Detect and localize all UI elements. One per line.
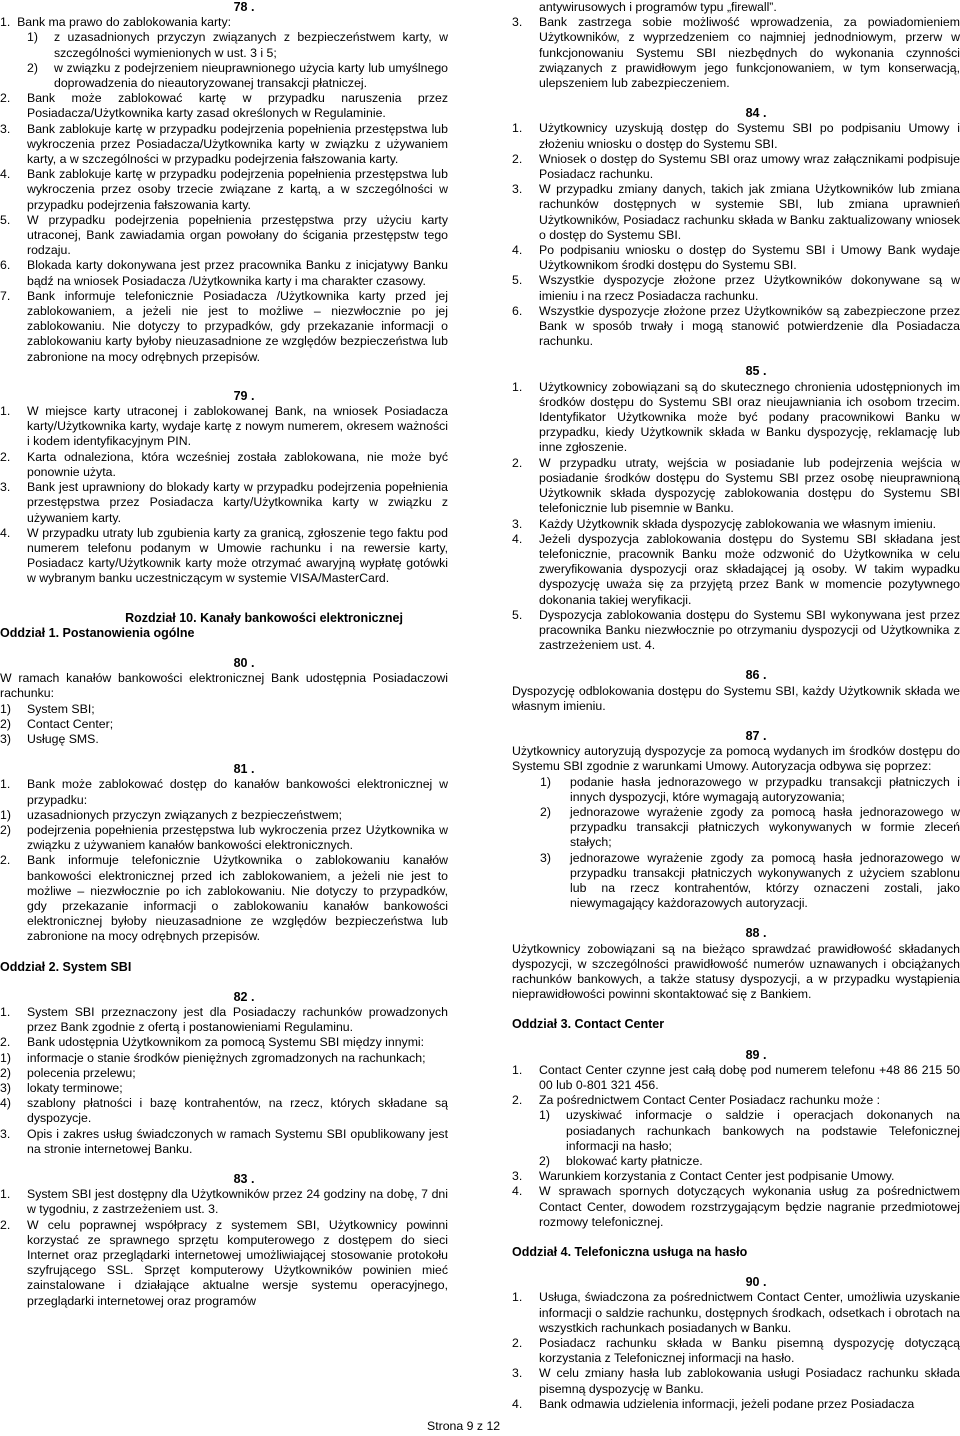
s82-p2d: 4) szablony płatności i bazę kontrahentów, na rzecz, których składane są dyspozycje. <box>0 1096 448 1126</box>
s79-p1: 1. W miejsce karty utraconej i zablokowanej Bank, na wniosek Posiadacza karty/Użytkownika karty, wydaje kartę z nowym numerem, okresem ważności i kodem identyfikacyjnym PIN. <box>0 404 448 449</box>
section-title-3: Oddział 3. Contact Center <box>512 1017 665 1032</box>
s89-p2: 2. Za pośrednictwem Contact Center Posiadacz rachunku może : <box>512 1093 881 1108</box>
s80-i1: 1) System SBI; <box>0 701 95 716</box>
s84-p2: 2. Wniosek o dostęp do Systemu SBI oraz umowy wraz załącznikami podpisuje Posiadacz rachunku. <box>512 151 960 182</box>
s85-p5: 5. Dyspozycja zablokowania dostępu do Systemu SBI wykonywana jest przez pracownika Banku niezwłocznie po otrzymaniu dyspozycji od Użytkownika z zastrzeżeniem ust. 4. <box>512 607 960 653</box>
s85-p4: 4. Jeżeli dyspozycja zablokowania dostępu do Systemu SBI składana jest telefonicznie, pracownik Banku może odzwonić do Użytkownika w celu zweryfikowania dyspozycji oraz składającej ją osoby. W takim wypadku dyspozycję uważa się za przyjętą przez Bank w momencie pozytywnego dokonania takiej weryfikacji. <box>512 531 960 607</box>
s78-p4: 4. Bank zablokuje kartę w przypadku podejrzenia popełnienia przestępstwa lub wykroczenia przez osoby trzecie związane z kartą, a w szczególności w przypadku podejrzenia fałszowania karty. <box>0 167 448 212</box>
s85-p1: 1. Użytkownicy zobowiązani są do skutecznego chronienia udostępnionych im środków dostępu do Systemu SBI oraz nieujawniania ich osobom trzecim. Identyfikator Użytkownika może być podany pracownikowi Banku w przypadku, kiedy Użytkownik składa w Banku dyspozycję, reklamację lub inne zgłoszenie. <box>512 379 960 455</box>
s87-i2: 2) jednorazowe wyrażenie zgody za pomocą hasła jednorazowego w przypadku transakcji płatniczych wykonywanych w formie zleceń stałych; <box>540 804 960 850</box>
s88-text: Użytkownicy zobowiązani są na bieżąco sprawdzać prawidłowość składanych dyspozycji, w szczególności prawidłowość numerów uznawanych i obciążanych rachunków bankowych, a także statusy dyspozycji, a w przypadku wystąpienia nieprawidłowości powinni skontaktować się z Bankiem. <box>512 941 960 1002</box>
s90-p3: 3. W celu zmiany hasła lub zablokowania usługi Posiadacz rachunku składa pisemną dyspozycję w Banku. <box>512 1366 960 1396</box>
s78-p1b: 2) w związku z podejrzeniem nieuprawnionego użycia karty lub umyślnego doprowadzenia do nieautoryzowanej transakcji płatniczej. <box>27 60 448 91</box>
s82-p2: 2. Bank udostępnia Użytkownikom za pomocą Systemu SBI między innymi: <box>0 1035 425 1050</box>
s82-p2b: 2) polecenia przelewu; <box>0 1065 136 1080</box>
s81-p2: 2. Bank informuje telefonicznie Użytkownika o zablokowaniu kanałów bankowości elektronicznej przed ich zablokowaniem, a jeżeli nie jest to możliwe – niezwłocznie po ich zablokowaniu. Nie dotyczy to przypadków, gdy przekazanie informacji o zablokowaniu kanałów bankowości elektronicznej byłoby nieuzasadnione ze względów bezpieczeństwa lub zabronione na mocy odrębnych przepisów. <box>0 853 448 944</box>
section-78-heading: 78 . <box>233 0 255 14</box>
section-82-heading: 82 . <box>233 989 255 1004</box>
s82-p3: 3. Opis i zakres usług świadczonych w ramach Systemu SBI opublikowany jest na stronie internetowej Banku. <box>0 1126 448 1156</box>
s84-p5: 5. Wszystkie dyspozycje złożone przez Użytkowników dokonywane są w imieniu i na rzecz Posiadacza rachunku. <box>512 273 960 303</box>
section-title-2: Oddział 2. System SBI <box>0 959 132 974</box>
s89-p3: 3. Warunkiem korzystania z Contact Center jest podpisanie Umowy. <box>512 1169 895 1184</box>
s81-p1b: 2) podejrzenia popełnienia przestępstwa lub wykroczenia przez Użytkownika w związku z używaniem kanałów bankowości elektronicznych. <box>0 822 448 853</box>
s82-p1: 1. System SBI przeznaczony jest dla Posiadaczy rachunków prowadzonych przez Bank zgodnie z ofertą i postanowieniami Regulaminu. <box>0 1004 448 1035</box>
s89-p2a: 1) uzyskiwać informacje o saldzie i operacjach dokonanych na posiadanych rachunkach bankowych na podstawie Telefonicznej informacji na hasło; <box>539 1108 960 1153</box>
s89-p4: 4. W sprawach spornych dotyczących wykonania usług za pośrednictwem Contact Center, dowodem rozstrzygającym będzie nagranie przedmiotowej rozmowy telefonicznej. <box>512 1184 960 1229</box>
s78-p5: 5. W przypadku podejrzenia popełnienia przestępstwa przy użyciu karty utraconej, Bank zawiadamia organ powołany do ścigania przestępstw tego rodzaju. <box>0 212 448 258</box>
s80-i3: 3) Usługę SMS. <box>0 731 99 746</box>
s89-p1: 1. Contact Center czynne jest całą dobę pod numerem telefonu +48 86 215 50 00 lub 0-801 321 456. <box>512 1062 960 1092</box>
right-column <box>512 0 960 1412</box>
s87-i1: 1) podanie hasła jednorazowego w przypadku transakcji płatniczych i innych dyspozycji, które wymagają autoryzowania; <box>540 774 960 804</box>
s78-p7: 7. Bank informuje telefonicznie Posiadacza /Użytkownika karty przed jej zablokowaniem, a jeżeli nie jest to możliwe – niezwłocznie po jej zablokowaniu. Nie dotyczy to przypadków, gdy przekazanie informacji o zablokowaniu karty byłoby nieuzasadnione ze względów bezpieczeństwa lub zabronione na mocy odrębnych przepisów. <box>0 288 448 364</box>
s84-p6: 6. Wszystkie dyspozycje złożone przez Użytkowników są zabezpieczone przez Bank w sposób trwały i mogą stanowić potwierdzenie dla Posiadacza rachunku. <box>512 303 960 349</box>
page-number: Strona 9 z 12 <box>427 1419 501 1433</box>
section-89-heading: 89 . <box>745 1047 767 1062</box>
section-81-heading: 81 . <box>233 762 255 777</box>
s79-p2: 2. Karta odnaleziona, która wcześniej została zablokowana, nie może być ponownie użyta. <box>0 449 448 479</box>
section-84-heading: 84 . <box>745 106 767 121</box>
section-87-heading: 87 . <box>745 728 767 743</box>
s84-p1: 1. Użytkownicy uzyskują dostęp do Systemu SBI po podpisaniu Umowy i złożeniu wniosku o dostęp do Systemu SBI. <box>512 121 960 151</box>
section-79-heading: 79 . <box>233 388 255 403</box>
s90-p1: 1. Usługa, świadczona za pośrednictwem Contact Center, umożliwia uzyskanie informacji o saldzie rachunku, dostępnych środkach, odsetkach i obrotach na wszystkich rachunkach posiadanych w Banku. <box>512 1290 960 1335</box>
s84-p4: 4. Po podpisaniu wniosku o dostęp do Systemu SBI i Umowy Bank wydaje Użytkownikom środki dostępu do Systemu SBI. <box>512 243 960 273</box>
s82-p2a: 1) informacje o stanie środków pieniężnych zgromadzonych na rachunkach; <box>0 1050 426 1065</box>
s85-p2: 2. W przypadku utraty, wejścia w posiadanie lub podejrzenia wejścia w posiadanie środków dostępu do Systemu SBI przez osobę nieuprawnioną Użytkownik składa dyspozycję zablokowania dostępu do Systemu SBI telefonicznie lub pisemnie w Banku. <box>512 455 960 516</box>
s78-p6: 6. Blokada karty dokonywana jest przez pracownika Banku z inicjatywy Banku bądź na wniosek Posiadacza /Użytkownika karty i ma charakter czasowy. <box>0 258 448 288</box>
section-88-heading: 88 . <box>745 926 767 941</box>
left-column <box>0 0 448 1309</box>
s80-intro: W ramach kanałów bankowości elektronicznej Bank udostępnia Posiadaczowi rachunku: <box>0 671 448 701</box>
s79-p3: 3. Bank jest uprawniony do blokady karty w przypadku podejrzenia popełnienia przestępstwa przez Posiadacza karty/Użytkownika karty w związku z używaniem karty. <box>0 480 448 525</box>
s80-i2: 2) Contact Center; <box>0 716 114 731</box>
s89-p2b: 2) blokować karty płatnicze. <box>539 1154 703 1169</box>
section-title-4: Oddział 4. Telefoniczna usługa na hasło <box>512 1245 748 1260</box>
s87-text: Użytkownicy autoryzują dyspozycje za pomocą wydanych im środków dostępu do Systemu SBI zgodnie z warunkami Umowy. Autoryzacja odbywa się poprzez: <box>512 744 960 774</box>
s81-p1a: 1) uzasadnionych przyczyn związanych z bezpieczeństwem; <box>0 807 343 822</box>
s81-p1: 1. Bank może zablokować dostęp do kanałów bankowości elektronicznej w przypadku: <box>0 777 448 807</box>
continued-text: antywirusowych i programów typu „firewall”. <box>539 0 777 14</box>
s87-i3: 3) jednorazowe wyrażenie zgody za pomocą hasła jednorazowego w przypadku transakcji płatniczych wykonywanych z użyciem szablonu lub na rzecz kontrahentów, którzy oznaczeni zostali, jako niewymagający każdorazowych autoryzacji. <box>540 850 960 911</box>
s83-p2: 2. W celu poprawnej współpracy z systemem SBI, Użytkownicy powinni korzystać ze sprawnego sprzętu komputerowego z dostępem do sieci Internet oraz przeglądarki internetowej umożliwiającej stosowanie protokołu szyfrującego SSL. Sprzęt komputerowy Użytkowników powinien mieć zainstalowane i działające aktualne wersje systemu operacyjnego, przeglądarki internetowej oraz programów <box>0 1217 448 1308</box>
s82-p2c: 3) lokaty terminowe; <box>0 1081 123 1095</box>
section-90-heading: 90 . <box>745 1275 767 1290</box>
s84-p3: 3. W przypadku zmiany danych, takich jak zmiana Użytkowników lub zmiana rachunków dostępnych w systemie SBI, lub zmiana uprawnień Użytkowników, Posiadacz rachunku składa w Banku zaktualizowany wniosek o dostęp do Systemu SBI. <box>512 182 960 242</box>
s90-p4: 4. Bank odmawia udzielenia informacji, jeżeli podane przez Posiadacza <box>512 1396 915 1411</box>
s85-p3: 3. Każdy Użytkownik składa dyspozycję zablokowania we własnym imieniu. <box>512 516 937 531</box>
s86-text: Dyspozycję odblokowania dostępu do Systemu SBI, każdy Użytkownik składa we własnym imieniu. <box>512 683 960 713</box>
s78-p2: 2. Bank może zablokować kartę w przypadku naruszenia przez Posiadacza/Użytkownika karty zasad określonych w Regulaminie. <box>0 91 448 121</box>
s90-p2: 2. Posiadacz rachunku składa w Banku pisemną dyspozycję dotyczącą korzystania z Telefonicznej informacji na hasło. <box>512 1336 960 1366</box>
section-86-heading: 86 . <box>745 668 767 683</box>
section-80-heading: 80 . <box>233 655 255 670</box>
s79-p4: 4. W przypadku utraty lub zgubienia karty za granicą, zgłoszenie tego faktu pod numerem telefonu podanym w Umowie rachunku i na rewersie karty, Posiadacz karty/Użytkownik karty może otrzymać awaryjną wypłatę gotówki w wybranym banku uczestniczącym w systemie VISA/MasterCard. <box>0 525 448 586</box>
s83-p1: 1. System SBI jest dostępny dla Użytkowników przez 24 godziny na dobę, 7 dni w tygodniu, z zastrzeżeniem ust. 3. <box>0 1187 448 1217</box>
s78-p3: 3. Bank zablokuje kartę w przypadku podejrzenia popełnienia przestępstwa lub wykroczenia przez Posiadacza/Użytkownika karty w związku z używaniem karty, a w szczególności w przypadku podejrzenia fałszowania karty. <box>0 121 448 167</box>
section-85-heading: 85 . <box>745 364 767 379</box>
section-title-1: Oddział 1. Postanowienia ogólne <box>0 625 195 640</box>
section-83-heading: 83 . <box>233 1172 255 1187</box>
s83-p3: 3. Bank zastrzega sobie możliwość wprowadzenia, za powiadomieniem Użytkowników, z wyprzedzeniem co najmniej jednodniowym, przerw w funkcjonowaniu Systemu SBI niezbędnych do wykonania czynności związanych z prawidłowym jego funkcjonowaniem, w tym konserwacją, ulepszeniem lub zabezpieczeniem. <box>512 15 960 91</box>
s78-p1a: 1) z uzasadnionych przyczyn związanych z bezpieczeństwem karty, w szczególności wymienionych w ust. 3 i 5; <box>27 30 448 60</box>
s78-p1: 1. Bank ma prawo do zablokowania karty: <box>0 15 232 30</box>
chapter-title: Rozdział 10. Kanały bankowości elektronicznej <box>125 610 403 625</box>
